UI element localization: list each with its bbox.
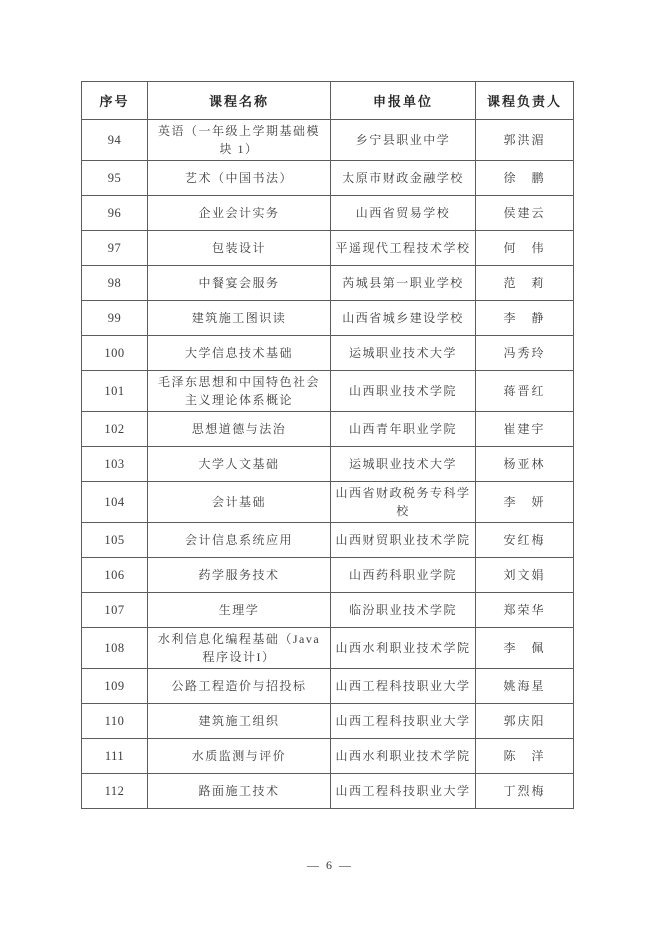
cell-index: 112 [82, 774, 148, 809]
table-row [82, 774, 574, 809]
cell-unit: 山西工程科技职业大学 [331, 669, 476, 704]
col-header-course-name: 课程名称 [148, 82, 331, 120]
cell-course-name: 水利信息化编程基础（Java 程序设计I） [148, 628, 331, 669]
cell-leader: 陈 洋 [476, 739, 574, 774]
table-body [82, 120, 574, 809]
cell-course-name: 英语（一年级上学期基础模块 1） [148, 120, 331, 161]
cell-leader: 杨亚林 [476, 447, 574, 482]
cell-leader: 李 妍 [476, 482, 574, 523]
cell-index: 106 [82, 558, 148, 593]
col-header-unit: 申报单位 [331, 82, 476, 120]
cell-leader: 郑荣华 [476, 593, 574, 628]
cell-unit: 芮城县第一职业学校 [331, 266, 476, 301]
cell-course-name: 药学服务技术 [148, 558, 331, 593]
cell-leader: 冯秀玲 [476, 336, 574, 371]
cell-index: 99 [82, 301, 148, 336]
table-row [82, 523, 574, 558]
cell-course-name: 包装设计 [148, 231, 331, 266]
cell-unit: 运城职业技术大学 [331, 336, 476, 371]
cell-leader: 郭庆阳 [476, 704, 574, 739]
cell-index: 108 [82, 628, 148, 669]
cell-unit: 乡宁县职业中学 [331, 120, 476, 161]
cell-course-name: 艺术（中国书法） [148, 161, 331, 196]
cell-course-name: 建筑施工图识读 [148, 301, 331, 336]
page-number: — 6 — [307, 858, 353, 872]
cell-course-name: 大学人文基础 [148, 447, 331, 482]
table-header-row [82, 82, 574, 120]
cell-unit: 山西省财政税务专科学校 [331, 482, 476, 523]
table-row [82, 412, 574, 447]
cell-unit: 临汾职业技术学院 [331, 593, 476, 628]
table-row [82, 161, 574, 196]
cell-leader: 丁烈梅 [476, 774, 574, 809]
table-row [82, 593, 574, 628]
cell-course-name: 毛泽东思想和中国特色社会主义理论体系概论 [148, 371, 331, 412]
cell-index: 100 [82, 336, 148, 371]
cell-course-name: 会计信息系统应用 [148, 523, 331, 558]
cell-leader: 徐 鹏 [476, 161, 574, 196]
table-row [82, 336, 574, 371]
cell-index: 96 [82, 196, 148, 231]
cell-leader: 刘文娟 [476, 558, 574, 593]
cell-unit: 运城职业技术大学 [331, 447, 476, 482]
cell-index: 109 [82, 669, 148, 704]
cell-index: 101 [82, 371, 148, 412]
cell-unit: 山西职业技术学院 [331, 371, 476, 412]
cell-leader: 姚海星 [476, 669, 574, 704]
table-row [82, 482, 574, 523]
table-row [82, 628, 574, 669]
cell-leader: 范 莉 [476, 266, 574, 301]
cell-course-name: 大学信息技术基础 [148, 336, 331, 371]
col-header-index: 序号 [82, 82, 148, 120]
table-row [82, 558, 574, 593]
table-row [82, 447, 574, 482]
cell-leader: 侯建云 [476, 196, 574, 231]
table-row [82, 739, 574, 774]
cell-index: 105 [82, 523, 148, 558]
cell-unit: 山西水利职业技术学院 [331, 739, 476, 774]
table-row [82, 301, 574, 336]
cell-index: 110 [82, 704, 148, 739]
cell-index: 97 [82, 231, 148, 266]
cell-leader: 蒋晋红 [476, 371, 574, 412]
table-row [82, 669, 574, 704]
cell-leader: 崔建宇 [476, 412, 574, 447]
cell-index: 103 [82, 447, 148, 482]
cell-unit: 山西省城乡建设学校 [331, 301, 476, 336]
cell-index: 107 [82, 593, 148, 628]
table-row [82, 266, 574, 301]
table-row [82, 231, 574, 266]
cell-unit: 山西财贸职业技术学院 [331, 523, 476, 558]
cell-unit: 平遥现代工程技术学校 [331, 231, 476, 266]
cell-unit: 山西省贸易学校 [331, 196, 476, 231]
table-row [82, 196, 574, 231]
cell-leader: 李 静 [476, 301, 574, 336]
cell-course-name: 会计基础 [148, 482, 331, 523]
course-table [81, 81, 574, 809]
cell-index: 102 [82, 412, 148, 447]
table-row [82, 120, 574, 161]
cell-unit: 山西工程科技职业大学 [331, 704, 476, 739]
cell-course-name: 路面施工技术 [148, 774, 331, 809]
cell-unit: 山西工程科技职业大学 [331, 774, 476, 809]
cell-unit: 山西水利职业技术学院 [331, 628, 476, 669]
cell-course-name: 企业会计实务 [148, 196, 331, 231]
cell-leader: 李 佩 [476, 628, 574, 669]
cell-index: 104 [82, 482, 148, 523]
cell-unit: 山西药科职业学院 [331, 558, 476, 593]
table-row [82, 371, 574, 412]
cell-index: 111 [82, 739, 148, 774]
table-header [82, 82, 574, 120]
cell-index: 98 [82, 266, 148, 301]
cell-index: 94 [82, 120, 148, 161]
col-header-leader: 课程负责人 [476, 82, 574, 120]
cell-leader: 安红梅 [476, 523, 574, 558]
cell-unit: 山西青年职业学院 [331, 412, 476, 447]
cell-course-name: 建筑施工组织 [148, 704, 331, 739]
cell-leader: 何 伟 [476, 231, 574, 266]
cell-course-name: 公路工程造价与招投标 [148, 669, 331, 704]
cell-index: 95 [82, 161, 148, 196]
table-row [82, 704, 574, 739]
cell-course-name: 生理学 [148, 593, 331, 628]
cell-leader: 郭洪湄 [476, 120, 574, 161]
cell-course-name: 中餐宴会服务 [148, 266, 331, 301]
cell-unit: 太原市财政金融学校 [331, 161, 476, 196]
cell-course-name: 水质监测与评价 [148, 739, 331, 774]
cell-course-name: 思想道德与法治 [148, 412, 331, 447]
